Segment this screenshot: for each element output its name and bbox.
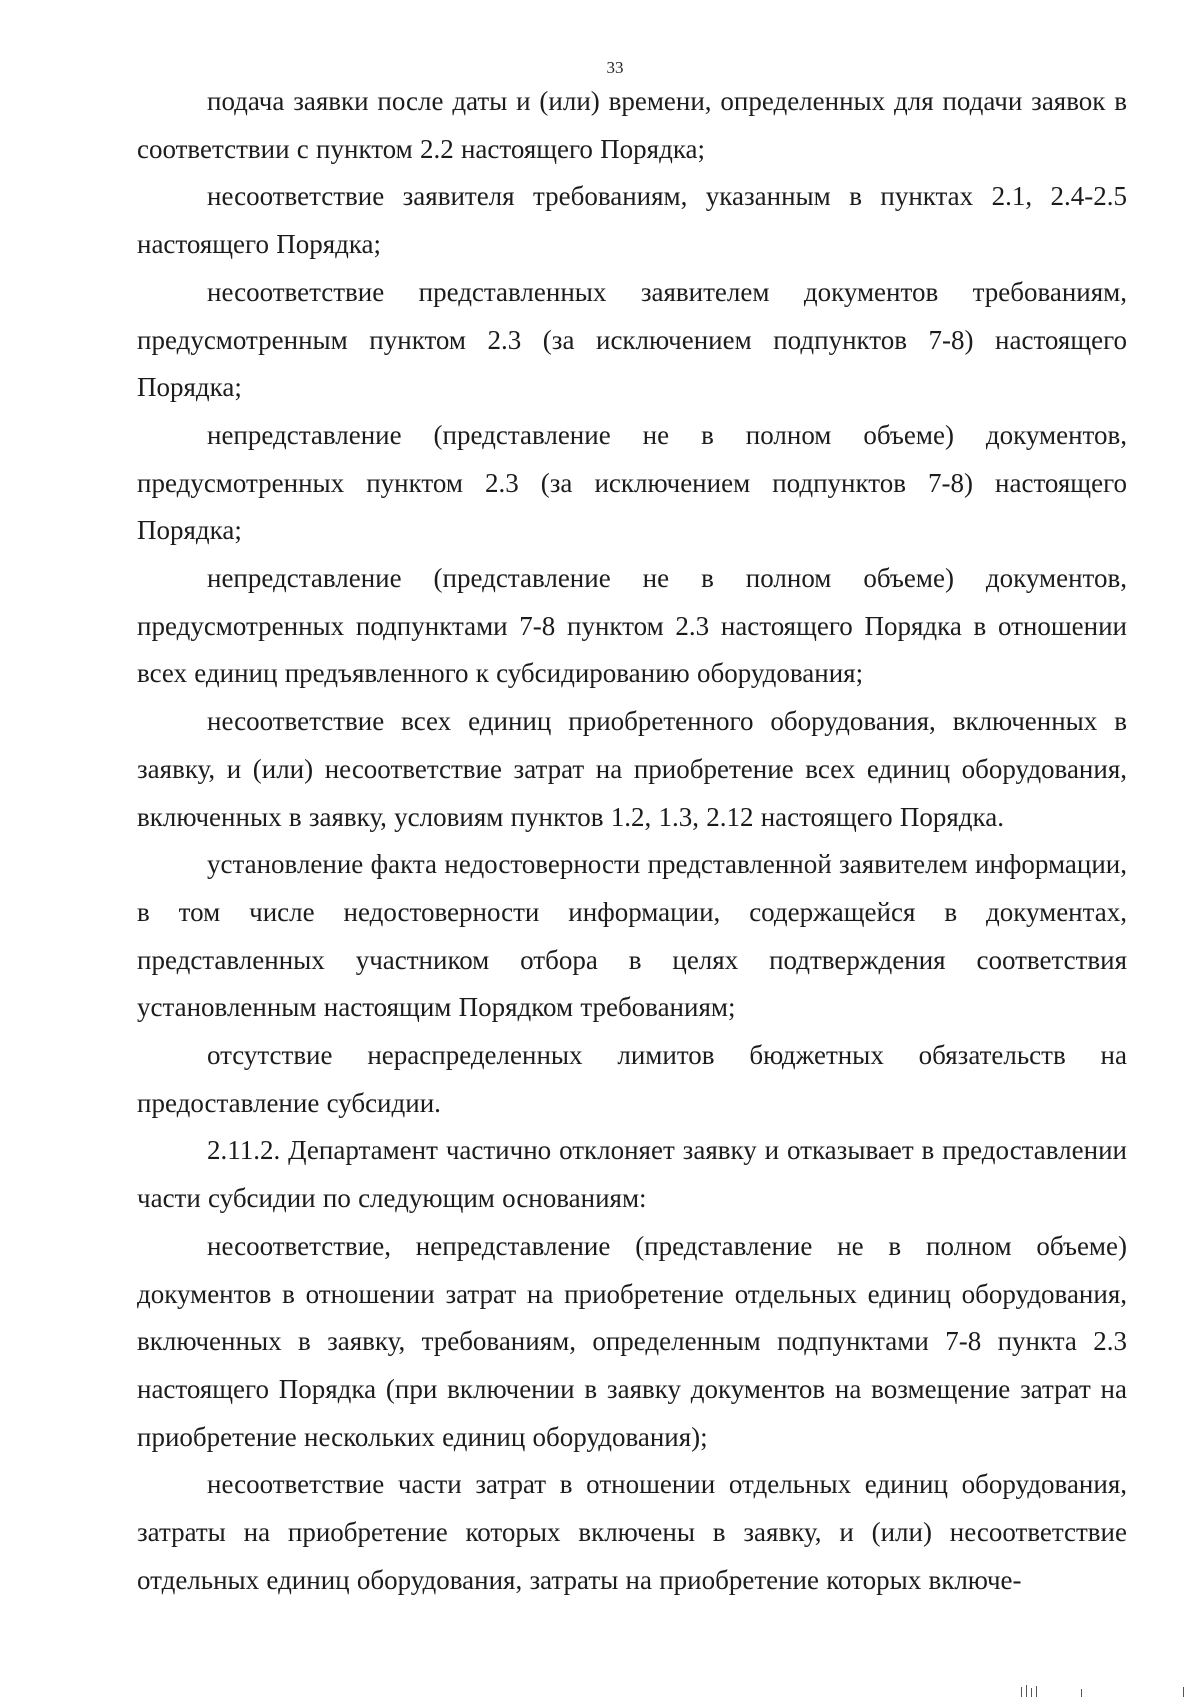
paragraph-subitems-missing: непредставление (представление не в полном объеме) документов, предусмотренных подпунктами 7-8 пунктом 2.3 настоящего Порядка в отношении всех единиц предъявленного к субсидированию оборудования;: [137, 563, 1127, 689]
paragraph-late-submission: подача заявки после даты и (или) времени, определенных для подачи заявок в соответствии с пунктом 2.2 настоящего Порядка;: [137, 86, 1127, 164]
paragraph-documents-missing: непредставление (представление не в полном объеме) документов, предусмотренных пунктом 2.3 (за исключением подпунктов 7-8) настоящего Порядка;: [137, 419, 1127, 546]
paragraph-partial-documents: несоответствие, непредставление (представление не в полном объеме) документов в отношении затрат на приобретение отдельных единиц оборудования, включенных в заявку, требованиям, определенным подпунктами 7-8 пункта 2.3 настоящего Порядка (при включении в заявку документов на возмещение затрат на приобретение нескольких единиц оборудования);: [137, 1230, 1127, 1452]
paragraph-equipment-mismatch: несоответствие всех единиц приобретенного оборудования, включенных в заявку, и (или) несоответствие затрат на приобретение всех единиц оборудования, включенных в заявку, условиям пунктов 1.2, 1.3, 2.12 настоящего Порядка.: [137, 706, 1127, 832]
paragraph-no-limits: отсутствие нераспределенных лимитов бюджетных обязательств на предоставление субсидии.: [137, 1040, 1127, 1118]
page-number: 33: [606, 58, 624, 77]
document-body: [137, 78, 1127, 1605]
scan-edge-marks: [1000, 1683, 1200, 1697]
paragraph-false-information: установление факта недостоверности представленной заявителем информации, в том числе недостоверности информации, содержащейся в документах, представленных участником отбора в целях подтверждения соответствия установленным настоящим Порядком требованиям;: [137, 849, 1127, 1023]
paragraph-partial-costs: несоответствие части затрат в отношении отдельных единиц оборудования, затраты на приобретение которых включены в заявку, и (или) несоответствие отдельных единиц оборудования, затраты на приобретение которых включе-: [137, 1469, 1127, 1595]
paragraph-documents-mismatch: несоответствие представленных заявителем документов требованиям, предусмотренным пунктом 2.3 (за исключением подпунктов 7-8) настоящего Порядка;: [137, 276, 1127, 403]
paragraph-applicant-mismatch: несоответствие заявителя требованиям, указанным в пунктах 2.1, 2.4-2.5 настоящего Порядка;: [137, 181, 1127, 260]
paragraph-section-2-11-2: 2.11.2. Департамент частично отклоняет заявку и отказывает в предоставлении части субсидии по следующим основаниям:: [137, 1135, 1127, 1214]
